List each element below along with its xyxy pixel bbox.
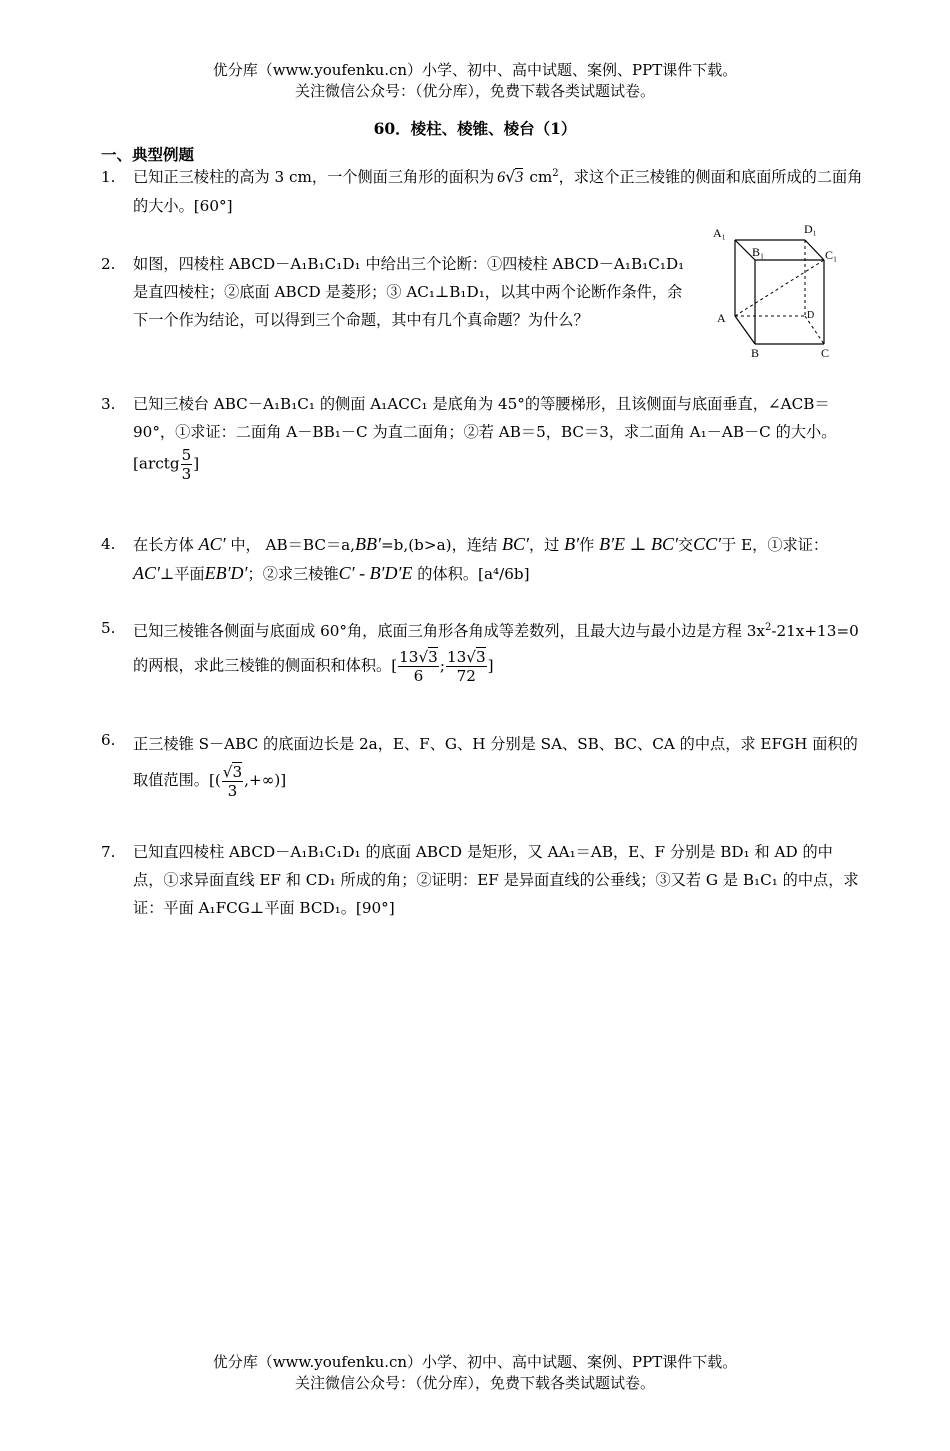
problem-text: 正三棱锥 S－ABC 的底面边长是 2a，E、F、G、H 分别是 SA、SB、BC、CA 的中点，求 EFGH 面积的取值范围。[(	[133, 735, 858, 789]
page-title: 60．棱柱、棱锥、棱台（1）	[373, 119, 577, 138]
unit-superscript: 2	[552, 168, 559, 179]
prism-figure	[711, 220, 841, 365]
math-expr: AC′	[133, 563, 160, 583]
problem-text: 如图，四棱柱 ABCD－A₁B₁C₁D₁ 中给出三个论断：①四棱柱 ABCD－A₁B₁C₁D₁ 是直四棱柱；②底面 ABCD 是菱形；③ AC₁⊥B₁D₁，以其中两个论断作条件，余下一个作为结论，可以得到三个命题，其中有几个真命题？为什么？	[133, 255, 685, 329]
problem-number: 5.	[101, 619, 116, 637]
header-line-1: 优分库（www.youfenku.cn）小学、初中、高中试题、案例、PPT课件下载。	[212, 61, 738, 79]
edge-AB	[735, 316, 755, 344]
fraction: $\frac{√3}{3}$	[222, 762, 243, 800]
math-expr: B′E ⊥ BC′	[599, 534, 678, 554]
footer-line-1: 优分库（www.youfenku.cn）小学、初中、高中试题、案例、PPT课件下载。	[212, 1353, 738, 1371]
math-expr: B′	[564, 534, 580, 554]
problem-text: 已知三棱锥各侧面与底面成 60°角，底面三角形各角成等差数列，且最大边与最小边是方程 3x	[133, 622, 765, 640]
problem-6: 6. 正三棱锥 S－ABC 的底面边长是 2a，E、F、G、H 分别是 SA、SB、BC、CA 的中点，求 EFGH 面积的取值范围。[( $\frac{√3}{3}$ ,+∞)]	[101, 726, 863, 800]
diagonal-AC1	[735, 260, 824, 316]
problem-3	[101, 390, 863, 483]
math-expr: C′ - B′D′E	[338, 563, 413, 583]
math-expr: CC′	[693, 534, 722, 554]
fraction-1: $\frac{13√3}{6}$	[399, 648, 438, 685]
label-B: B	[751, 346, 760, 360]
unit-text: cm	[529, 168, 553, 186]
section-heading: 一、典型例题	[101, 145, 195, 164]
label-D1: D₁	[804, 222, 817, 236]
problem-number: 7.	[101, 843, 116, 861]
math-expr: EB′D′	[204, 563, 248, 583]
page-header	[0, 60, 950, 102]
problem-text: 已知正三棱柱的高为 3 cm，一个侧面三角形的面积为	[133, 168, 495, 186]
footer-line-2: 关注微信公众号：（优分库），免费下载各类试题试卷。	[294, 1374, 655, 1392]
header-line-2: 关注微信公众号：（优分库），免费下载各类试题试卷。	[294, 82, 655, 100]
problem-number: 4.	[101, 535, 116, 553]
bracket-close: ]	[193, 454, 200, 473]
fraction-2: $\frac{13√3}{72}$	[446, 648, 486, 685]
label-B1: B₁	[752, 245, 765, 259]
page-footer	[0, 1352, 950, 1394]
fraction: $\frac{5}{3}$	[181, 446, 192, 483]
problem-number: 3.	[101, 395, 116, 413]
prism-diagram	[711, 220, 841, 365]
problem-2	[101, 250, 693, 334]
label-D: D	[807, 310, 815, 321]
problem-text: 已知直四棱柱 ABCD－A₁B₁C₁D₁ 的底面 ABCD 是矩形，又 AA₁＝AB，E、F 分别是 BD₁ 和 AD 的中点，①求异面直线 EF 和 CD₁ 所成的角；②证明：EF 是异面直线的公垂线；③又若 G 是 B₁C₁ 的中点，求证：平面 A₁FCG⊥平面 BCD₁。[90°]	[133, 843, 859, 917]
math-radicand: 3	[515, 169, 524, 186]
label-C1: C₁	[825, 248, 838, 262]
problem-number: 2.	[101, 255, 116, 273]
label-C: C	[821, 346, 830, 360]
problem-number: 1.	[101, 168, 116, 186]
math-expr: BB′	[355, 534, 381, 554]
problem-7	[101, 838, 863, 922]
problem-5: 5. 已知三棱锥各侧面与底面成 60°角，底面三角形各角成等差数列，且最大边与最小边是方程 $3x^2-21x+13=0$ 的两根，求此三棱锥的侧面积和体积。[ $\frac{13√3}{6}$ ; $\frac{13√3}{72}$ ]	[101, 614, 863, 685]
label-A: A	[717, 311, 726, 325]
math-expr: AC′	[198, 534, 226, 554]
math-coef: 6	[497, 169, 506, 186]
problem-text: -21x+13=0 的两根，求此三棱锥的侧面积和体积。[	[133, 622, 859, 675]
problem-4: 4. 在长方体 AC′ 中， AB＝BC＝a,BB′=b,(b>a)，连结 BC′，过 B′作 B′E ⊥ BC′交CC′于 E，①求证： AC′⊥平面EB′D′；②求三棱锥C′ - B′D′E 的体积。[a⁴/6b]	[101, 530, 863, 588]
problem-text: 已知三棱台 ABC－A₁B₁C₁ 的侧面 A₁ACC₁ 是底角为 45°的等腰梯形，且该侧面与底面垂直，∠ACB＝90°，①求证：二面角 A－BB₁－C 为直二面角；②若 AB＝5，BC＝3，求二面角 A₁－AB－C 的大小。[arctg	[133, 395, 837, 473]
sqrt-sign: √	[505, 167, 516, 186]
edge-D1C1	[805, 240, 824, 260]
label-A1: A₁	[713, 226, 726, 240]
problem-1	[101, 163, 863, 220]
problem-text: ，求这个正三棱锥的侧面和底面所成的二面角的大小。[60°]	[133, 168, 863, 215]
math-expr: BC′	[501, 534, 529, 554]
problem-number: 6.	[101, 731, 116, 749]
